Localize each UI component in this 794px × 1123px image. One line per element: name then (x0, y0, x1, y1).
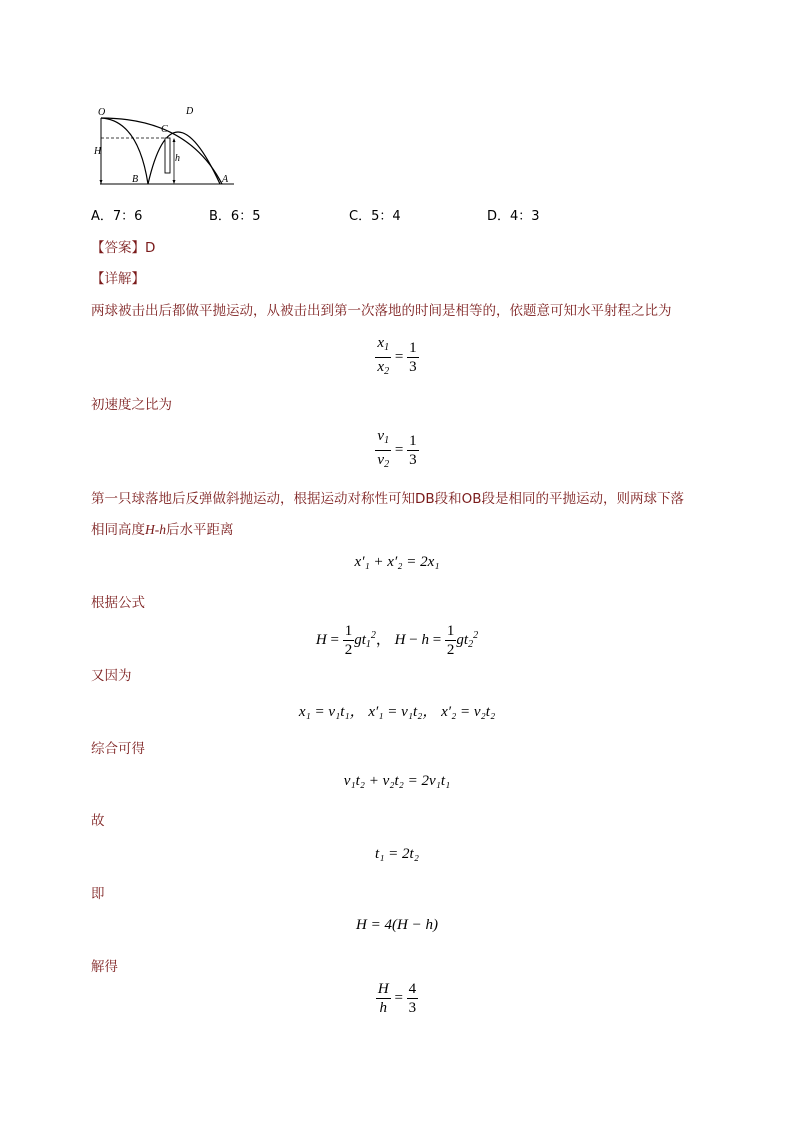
paragraph-3b: 相同高度H-h后水平距离 (91, 522, 234, 538)
label-d: D (186, 106, 194, 117)
paragraph-1: 两球被击出后都做平抛运动，从被击出到第一次落地的时间是相等的，依题意可知水平射程之比为 (91, 303, 672, 319)
equation-time-relation: t₁ = 2t₂ (375, 846, 419, 862)
trajectory-ob (101, 118, 148, 184)
answer-label: 【答案】D (91, 240, 156, 256)
trajectory-figure (88, 104, 238, 190)
detail-label: 【详解】 (91, 271, 145, 287)
paragraph-9: 解得 (91, 959, 118, 975)
option-d: D．4：3 (487, 209, 540, 224)
equation-distances: x₁ = v₁t₁， x′₁ = v₁t₂， x′₂ = v₂t₂ (298, 704, 496, 720)
equation-distance-sum: x′₁ + x′₂ = 2x₁ (354, 554, 440, 570)
option-b: B．6：5 (209, 209, 261, 224)
paragraph-6: 综合可得 (91, 741, 145, 757)
label-a: A (222, 174, 229, 185)
equation-final-ratio: $\frac{H}{h}$ = $\frac{4}{3}$ (377, 981, 417, 1016)
equation-velocity-ratio: $\frac{v_1}{v_2}$ = $\frac{1}{3}$ (377, 428, 417, 470)
paragraph-7: 故 (91, 813, 105, 829)
option-a: A．7：6 (91, 209, 143, 224)
label-o: O (98, 107, 106, 118)
label-big-h: H (94, 146, 102, 157)
equation-height-relation: H = 4(H − h) (356, 917, 438, 933)
equation-range-ratio: $\frac{x_1}{x_2}$ = $\frac{1}{3}$ (377, 335, 417, 377)
paragraph-3a: 第一只球落地后反弹做斜抛运动，根据运动对称性可知DB段和OB段是相同的平抛运动，则两球下落 (91, 491, 685, 507)
label-c: C (161, 124, 168, 135)
label-small-h: h (175, 153, 180, 164)
paragraph-2: 初速度之比为 (91, 397, 172, 413)
equation-fall-formula: H = $\frac{1}{2}$ $gt_1^2$， H − h = $\frac{1}{2}$ $gt_2^2$ (315, 623, 479, 658)
equation-combined: v₁t₂ + v₂t₂ = 2v₁t₁ (343, 773, 451, 789)
label-b: B (132, 174, 139, 185)
net-post (165, 138, 170, 173)
paragraph-8: 即 (91, 886, 105, 902)
paragraph-5: 又因为 (91, 668, 132, 684)
option-c: C．5：4 (349, 209, 401, 224)
paragraph-4: 根据公式 (91, 595, 145, 611)
